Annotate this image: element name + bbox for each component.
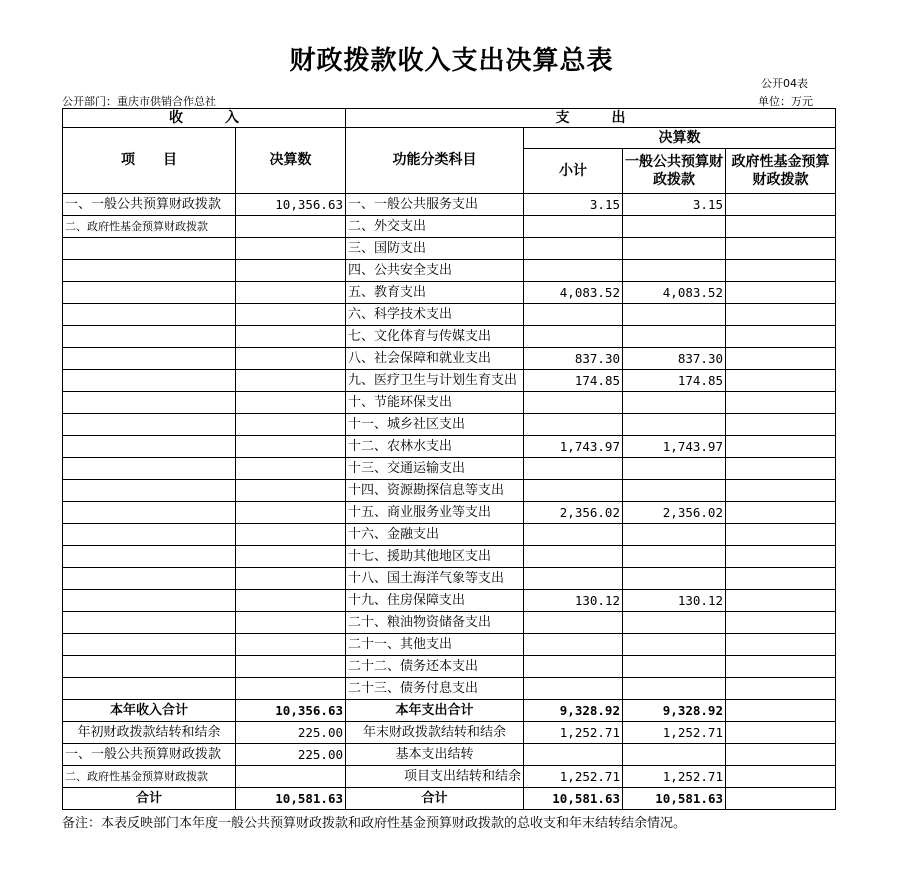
expense-subtotal: 130.12 xyxy=(524,590,623,612)
expense-item: 二十二、债务还本支出 xyxy=(346,656,524,678)
expense-subtotal xyxy=(524,216,623,238)
table-row xyxy=(63,480,836,502)
expense-item: 二十三、债务付息支出 xyxy=(346,678,524,700)
carry-income-item: 二、政府性基金预算财政拨款 xyxy=(63,766,236,788)
table-row xyxy=(63,348,836,370)
expense-general-budget: 1,743.97 xyxy=(623,436,726,458)
carry-expense-fund xyxy=(726,766,836,788)
income-amount xyxy=(236,458,346,480)
expense-general-budget xyxy=(623,480,726,502)
expense-subtotal: 1,743.97 xyxy=(524,436,623,458)
carry-income-item: 一、一般公共预算财政拨款 xyxy=(63,744,236,766)
expense-item: 七、文化体育与传媒支出 xyxy=(346,326,524,348)
expense-item: 十、节能环保支出 xyxy=(346,392,524,414)
grand-expense-subtotal: 10,581.63 xyxy=(524,788,623,810)
expense-item: 十一、城乡社区支出 xyxy=(346,414,524,436)
expense-subtotal xyxy=(524,238,623,260)
table-row xyxy=(63,458,836,480)
unit-label: 单位：万元 xyxy=(758,95,813,108)
carryover-row xyxy=(63,744,836,766)
carry-expense-subtotal: 1,252.71 xyxy=(524,766,623,788)
table-row xyxy=(63,260,836,282)
table-row xyxy=(63,612,836,634)
expense-item: 一、一般公共服务支出 xyxy=(346,194,524,216)
expense-subtotal xyxy=(524,458,623,480)
section-header-row xyxy=(63,109,836,128)
income-amount xyxy=(236,304,346,326)
expense-general-budget xyxy=(623,392,726,414)
expense-general-budget xyxy=(623,524,726,546)
grand-total-row xyxy=(63,788,836,810)
income-item xyxy=(63,370,236,392)
expense-general-budget xyxy=(623,326,726,348)
expense-item: 二十一、其他支出 xyxy=(346,634,524,656)
expense-item: 二、外交支出 xyxy=(346,216,524,238)
income-amount xyxy=(236,348,346,370)
carry-expense-general: 1,252.71 xyxy=(623,722,726,744)
income-amount xyxy=(236,502,346,524)
expense-item: 十六、金融支出 xyxy=(346,524,524,546)
table-row xyxy=(63,370,836,392)
expense-subtotal xyxy=(524,678,623,700)
expense-item: 五、教育支出 xyxy=(346,282,524,304)
income-amount xyxy=(236,326,346,348)
grand-income-total: 10,581.63 xyxy=(236,788,346,810)
table-row xyxy=(63,656,836,678)
expense-gov-fund xyxy=(726,568,836,590)
table-row xyxy=(63,524,836,546)
income-item: 二、政府性基金预算财政拨款 xyxy=(63,216,236,238)
expense-gov-fund xyxy=(726,480,836,502)
budget-table xyxy=(62,108,836,810)
carryover-row xyxy=(63,766,836,788)
expense-gov-fund xyxy=(726,392,836,414)
expense-gov-fund xyxy=(726,282,836,304)
carry-expense-subtotal: 1,252.71 xyxy=(524,722,623,744)
expense-item: 十七、援助其他地区支出 xyxy=(346,546,524,568)
income-item xyxy=(63,634,236,656)
income-amount xyxy=(236,260,346,282)
expense-subtotal: 3.15 xyxy=(524,194,623,216)
income-amount xyxy=(236,656,346,678)
expense-general-budget xyxy=(623,260,726,282)
grand-expense-general: 10,581.63 xyxy=(623,788,726,810)
carry-income-amount: 225.00 xyxy=(236,744,346,766)
income-amount xyxy=(236,546,346,568)
department-label: 公开部门：重庆市供销合作总社 xyxy=(62,95,216,108)
carry-income-item: 年初财政拨款结转和结余 xyxy=(63,722,236,744)
table-row xyxy=(63,392,836,414)
income-amount xyxy=(236,590,346,612)
table-row xyxy=(63,590,836,612)
expense-gov-fund xyxy=(726,678,836,700)
expense-subtotal: 2,356.02 xyxy=(524,502,623,524)
income-item xyxy=(63,524,236,546)
expense-general-budget xyxy=(623,612,726,634)
income-item xyxy=(63,612,236,634)
expense-subtotal xyxy=(524,546,623,568)
expense-subtotal: 837.30 xyxy=(524,348,623,370)
footnote: 备注：本表反映部门本年度一般公共预算财政拨款和政府性基金预算财政拨款的总收支和年末结转结余情况。 xyxy=(62,816,687,831)
expense-subtotal xyxy=(524,304,623,326)
income-amount xyxy=(236,216,346,238)
expense-subtotal xyxy=(524,392,623,414)
year-expense-subtotal: 9,328.92 xyxy=(524,700,623,722)
income-item: 一、一般公共预算财政拨款 xyxy=(63,194,236,216)
year-income-total: 10,356.63 xyxy=(236,700,346,722)
income-item xyxy=(63,392,236,414)
income-amount xyxy=(236,436,346,458)
expense-gov-fund xyxy=(726,656,836,678)
expense-gov-fund xyxy=(726,524,836,546)
income-amount xyxy=(236,414,346,436)
expense-gov-fund xyxy=(726,436,836,458)
income-item xyxy=(63,414,236,436)
income-item xyxy=(63,678,236,700)
expense-gov-fund xyxy=(726,348,836,370)
expense-general-budget xyxy=(623,546,726,568)
expense-gov-fund xyxy=(726,326,836,348)
final-amount-header: 决算数 xyxy=(524,128,836,149)
expense-item: 十八、国土海洋气象等支出 xyxy=(346,568,524,590)
expense-gov-fund xyxy=(726,502,836,524)
income-item xyxy=(63,502,236,524)
expense-item: 二十、粮油物资储备支出 xyxy=(346,612,524,634)
table-row xyxy=(63,568,836,590)
expense-gov-fund xyxy=(726,414,836,436)
expense-general-budget: 4,083.52 xyxy=(623,282,726,304)
expense-item: 十九、住房保障支出 xyxy=(346,590,524,612)
carry-expense-item: 基本支出结转 xyxy=(346,744,524,766)
expense-subtotal xyxy=(524,634,623,656)
income-amount xyxy=(236,678,346,700)
table-row xyxy=(63,634,836,656)
income-amount xyxy=(236,392,346,414)
income-amount xyxy=(236,524,346,546)
expense-general-budget xyxy=(623,238,726,260)
expense-general-budget xyxy=(623,678,726,700)
expense-item: 十二、农林水支出 xyxy=(346,436,524,458)
expense-item: 十五、商业服务业等支出 xyxy=(346,502,524,524)
expense-gov-fund xyxy=(726,216,836,238)
item-header: 项 目 xyxy=(63,128,236,194)
income-amount xyxy=(236,480,346,502)
expense-item: 九、医疗卫生与计划生育支出 xyxy=(346,370,524,392)
carry-expense-fund xyxy=(726,744,836,766)
income-amount xyxy=(236,238,346,260)
carry-expense-fund xyxy=(726,722,836,744)
income-amount: 10,356.63 xyxy=(236,194,346,216)
expense-gov-fund xyxy=(726,546,836,568)
expense-subtotal xyxy=(524,568,623,590)
grand-expense-total-label: 合计 xyxy=(346,788,524,810)
amount-header: 决算数 xyxy=(236,128,346,194)
expense-gov-fund xyxy=(726,590,836,612)
expense-gov-fund xyxy=(726,370,836,392)
carry-income-amount xyxy=(236,766,346,788)
income-item xyxy=(63,326,236,348)
table-row xyxy=(63,304,836,326)
gov-fund-header: 政府性基金预算财政拨款 xyxy=(726,149,836,194)
income-amount xyxy=(236,370,346,392)
page-title: 财政拨款收入支出决算总表 xyxy=(289,46,614,76)
expense-gov-fund xyxy=(726,238,836,260)
expense-gov-fund xyxy=(726,612,836,634)
income-item xyxy=(63,348,236,370)
expense-subtotal: 174.85 xyxy=(524,370,623,392)
expense-subtotal: 4,083.52 xyxy=(524,282,623,304)
expense-section-header: 支 出 xyxy=(346,109,836,128)
income-item xyxy=(63,436,236,458)
expense-general-budget xyxy=(623,216,726,238)
table-row xyxy=(63,282,836,304)
carry-income-amount: 225.00 xyxy=(236,722,346,744)
expense-item: 十四、资源勘探信息等支出 xyxy=(346,480,524,502)
expense-gov-fund xyxy=(726,304,836,326)
table-row xyxy=(63,326,836,348)
expense-gov-fund xyxy=(726,458,836,480)
column-header-row-1 xyxy=(63,128,836,149)
expense-general-budget xyxy=(623,568,726,590)
year-expense-general: 9,328.92 xyxy=(623,700,726,722)
table-row xyxy=(63,194,836,216)
expense-general-budget xyxy=(623,656,726,678)
expense-gov-fund xyxy=(726,194,836,216)
expense-general-budget: 3.15 xyxy=(623,194,726,216)
income-item xyxy=(63,238,236,260)
income-amount xyxy=(236,612,346,634)
table-row xyxy=(63,238,836,260)
expense-subtotal xyxy=(524,480,623,502)
expense-subtotal xyxy=(524,260,623,282)
year-expense-fund xyxy=(726,700,836,722)
expense-gov-fund xyxy=(726,260,836,282)
income-amount xyxy=(236,634,346,656)
expense-subtotal xyxy=(524,656,623,678)
income-item xyxy=(63,568,236,590)
expense-subtotal xyxy=(524,524,623,546)
expense-general-budget: 837.30 xyxy=(623,348,726,370)
expense-general-budget: 2,356.02 xyxy=(623,502,726,524)
income-item xyxy=(63,656,236,678)
expense-item: 八、社会保障和就业支出 xyxy=(346,348,524,370)
grand-income-total-label: 合计 xyxy=(63,788,236,810)
general-budget-header: 一般公共预算财政拨款 xyxy=(623,149,726,194)
grand-expense-fund xyxy=(726,788,836,810)
table-row xyxy=(63,546,836,568)
table-row xyxy=(63,502,836,524)
func-category-header: 功能分类科目 xyxy=(346,128,524,194)
carry-expense-item: 项目支出结转和结余 xyxy=(346,766,524,788)
income-item xyxy=(63,458,236,480)
expense-general-budget: 174.85 xyxy=(623,370,726,392)
carry-expense-general: 1,252.71 xyxy=(623,766,726,788)
expense-general-budget xyxy=(623,304,726,326)
income-item xyxy=(63,304,236,326)
expense-item: 六、科学技术支出 xyxy=(346,304,524,326)
carry-expense-item: 年末财政拨款结转和结余 xyxy=(346,722,524,744)
expense-general-budget xyxy=(623,458,726,480)
expense-general-budget xyxy=(623,414,726,436)
income-item xyxy=(63,260,236,282)
expense-item: 十三、交通运输支出 xyxy=(346,458,524,480)
income-amount xyxy=(236,568,346,590)
year-total-row xyxy=(63,700,836,722)
year-expense-total-label: 本年支出合计 xyxy=(346,700,524,722)
income-item xyxy=(63,282,236,304)
expense-item: 三、国防支出 xyxy=(346,238,524,260)
income-section-header: 收 入 xyxy=(63,109,346,128)
carry-expense-general xyxy=(623,744,726,766)
subtotal-header: 小计 xyxy=(524,149,623,194)
year-income-total-label: 本年收入合计 xyxy=(63,700,236,722)
table-row xyxy=(63,414,836,436)
expense-general-budget xyxy=(623,634,726,656)
carry-expense-subtotal xyxy=(524,744,623,766)
expense-subtotal xyxy=(524,414,623,436)
expense-item: 四、公共安全支出 xyxy=(346,260,524,282)
expense-subtotal xyxy=(524,612,623,634)
table-row xyxy=(63,436,836,458)
carryover-row xyxy=(63,722,836,744)
expense-subtotal xyxy=(524,326,623,348)
expense-gov-fund xyxy=(726,634,836,656)
income-item xyxy=(63,546,236,568)
table-row xyxy=(63,678,836,700)
income-amount xyxy=(236,282,346,304)
income-item xyxy=(63,590,236,612)
table-number: 公开04表 xyxy=(761,77,808,90)
expense-general-budget: 130.12 xyxy=(623,590,726,612)
table-row xyxy=(63,216,836,238)
income-item xyxy=(63,480,236,502)
